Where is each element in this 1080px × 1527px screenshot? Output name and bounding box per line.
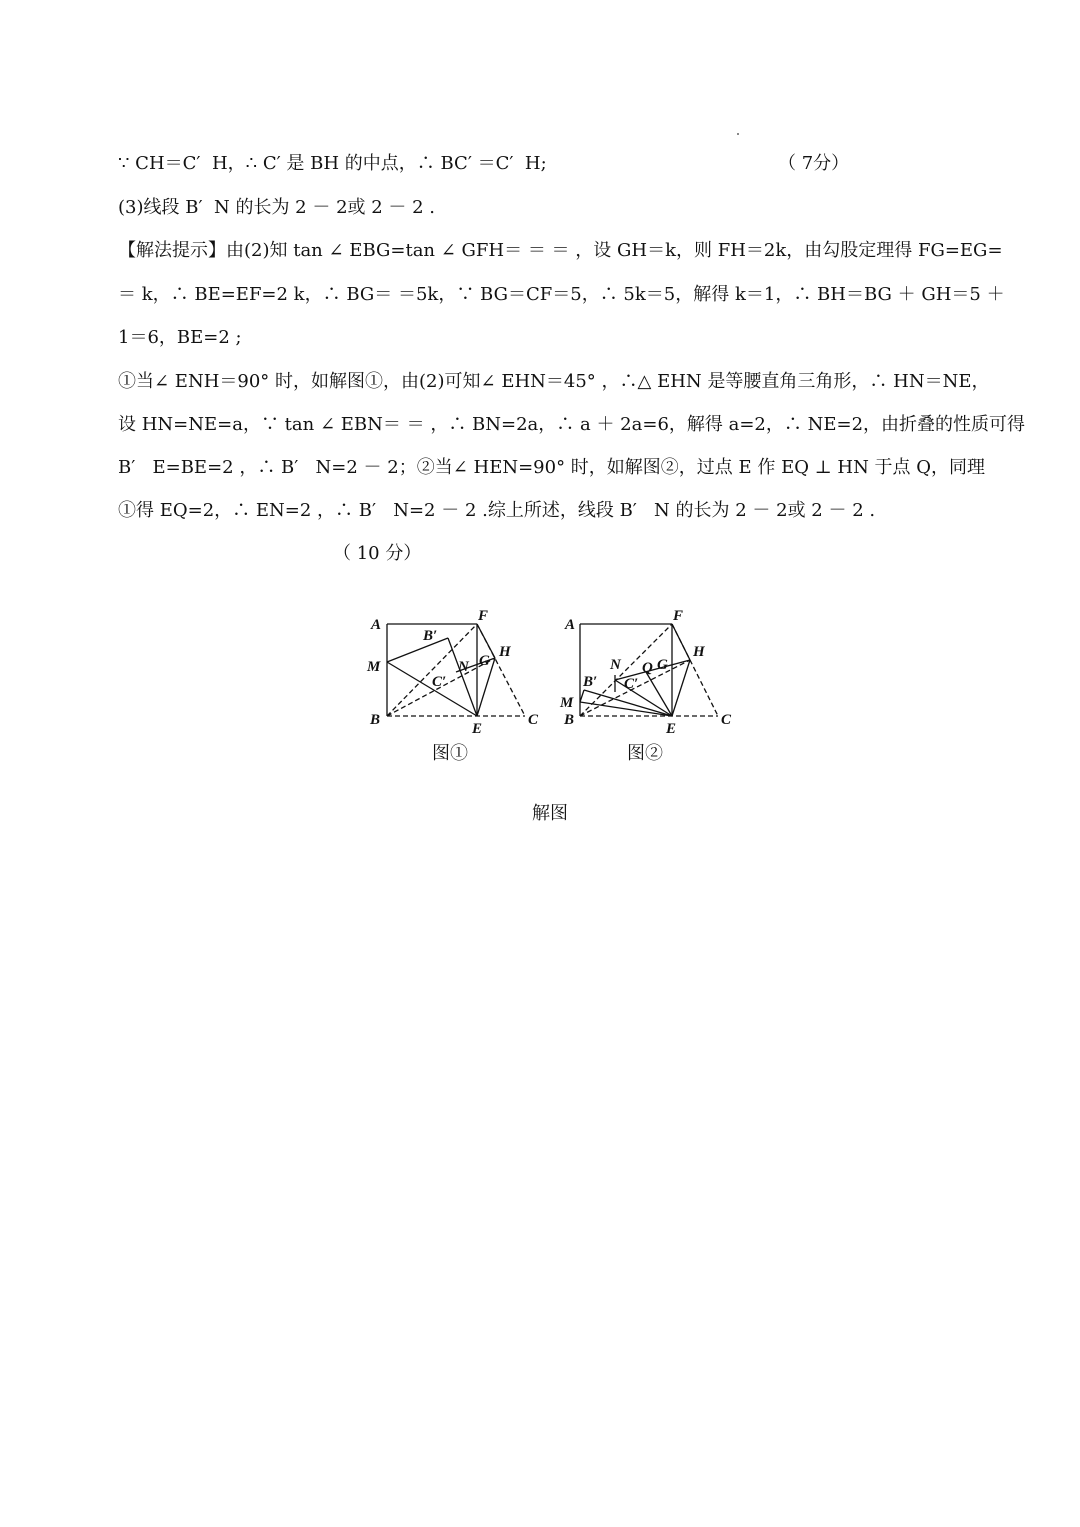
fig2-label-f: F bbox=[673, 608, 684, 624]
fig1-label-cprime: C′ bbox=[432, 674, 447, 690]
fig2-label-bprime: B′ bbox=[583, 674, 598, 690]
solution-line-6: ①当∠ ENH＝90° 时，如解图①，由(2)可知∠ EHN＝45° ，∴△ EHN 是等腰直角三角形，∴ HN＝NE， bbox=[118, 371, 990, 392]
fig1-label-e: E bbox=[472, 721, 483, 737]
fig2-label-g: G bbox=[657, 657, 668, 673]
score-10: （ 10 分） bbox=[333, 543, 422, 564]
fig1-label-a: A bbox=[371, 617, 382, 633]
fig2-label-m: M bbox=[560, 695, 574, 711]
solution-line-9: ①得 EQ=2，∴ EN=2 ，∴ B′ N=2 － 2 .综上所述，线段 B′ N 的长为 2 － 2或 2 － 2 . bbox=[118, 500, 876, 521]
geometry-figures bbox=[360, 600, 740, 770]
solution-line-7: 设 HN=NE=a，∵ tan ∠ EBN＝ ＝ ，∴ BN=2a，∴ a ＋ 2a=6，解得 a=2，∴ NE=2，由折叠的性质可得 bbox=[118, 414, 1026, 435]
fig2-label-cprime: C′ bbox=[624, 676, 639, 692]
fig1-caption: 图① bbox=[432, 743, 468, 764]
figure-1-labels bbox=[366, 608, 539, 737]
fig1-label-f: F bbox=[478, 608, 489, 624]
fig2-label-n: N bbox=[610, 657, 621, 673]
fig2-label-q: Q bbox=[642, 660, 653, 676]
fig2-label-a: A bbox=[565, 617, 576, 633]
fig2-label-e: E bbox=[666, 721, 677, 737]
solution-line-8: B′ E=BE=2 ，∴ B′ N=2 － 2；②当∠ HEN=90° 时，如解图②，过点 E 作 EQ ⊥ HN 于点 Q，同理 bbox=[118, 457, 986, 478]
solution-line-5: 1＝6，BE=2 ; bbox=[118, 327, 242, 348]
figure-2-labels bbox=[559, 608, 732, 737]
fig2-label-c: C bbox=[721, 712, 732, 728]
solution-line-1: ∵ CH＝C′ H，∴ C′ 是 BH 的中点，∴ BC′ ＝C′ H; bbox=[118, 153, 547, 174]
fig1-label-bprime: B′ bbox=[423, 628, 438, 644]
solution-line-4: ＝ k，∴ BE=EF=2 k，∴ BG＝ ＝5k，∵ BG＝CF＝5，∴ 5k＝5，解得 k＝1，∴ BH＝BG ＋ GH＝5 ＋ bbox=[118, 284, 1005, 305]
fig1-label-m: M bbox=[367, 659, 381, 675]
fig1-label-c: C bbox=[528, 712, 539, 728]
fig1-label-n: N bbox=[458, 659, 469, 675]
figure-1 bbox=[387, 624, 525, 716]
fig2-caption: 图② bbox=[627, 743, 663, 764]
fig1-label-g: G bbox=[479, 653, 490, 669]
solution-line-2: (3)线段 B′ N 的长为 2 － 2或 2 － 2 . bbox=[118, 197, 436, 218]
fig2-label-h: H bbox=[693, 644, 705, 660]
fig1-label-h: H bbox=[499, 644, 511, 660]
figure-caption: 解图 bbox=[532, 803, 568, 824]
score-7: （ 7分） bbox=[778, 153, 850, 174]
solution-line-3: 【解法提示】由(2)知 tan ∠ EBG=tan ∠ GFH＝ ＝ ＝ ，设 GH＝k，则 FH＝2k，由勾股定理得 FG=EG= bbox=[118, 240, 1003, 261]
fig1-label-b: B bbox=[370, 712, 381, 728]
speck bbox=[737, 133, 739, 135]
fig2-label-b: B bbox=[564, 712, 575, 728]
figures bbox=[360, 600, 740, 770]
